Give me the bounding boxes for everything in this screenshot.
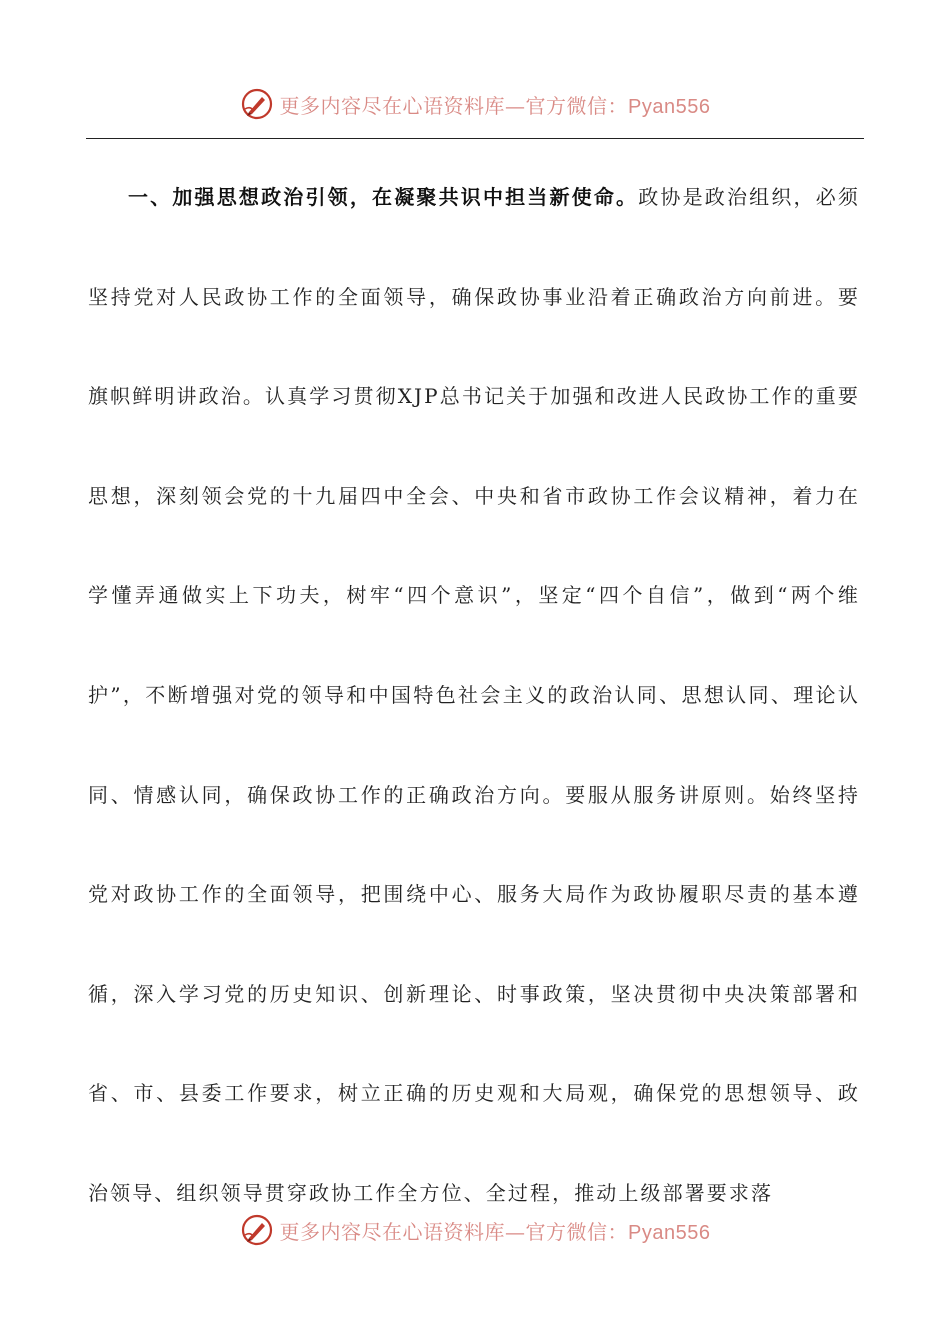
banner-text: 更多内容尽在心语资料库—官方微信： xyxy=(279,93,629,118)
header-divider xyxy=(86,138,864,139)
article-paragraph xyxy=(88,148,860,1244)
footer-watermark-banner xyxy=(0,1210,950,1250)
wechat-id: Pyan556 xyxy=(628,1221,711,1244)
paragraph-body: 政协是政治组织，必须坚持党对人民政协工作的全面领导，确保政协事业沿着正确政治方向前进。要旗帜鲜明讲政治。认真学习贯彻XJP总书记关于加强和改进人民政协工作的重要思想，深刻领会党的十九届四中全会、中央和省市政协工作会议精神，着力在学懂弄通做实上下功夫，树牢“四个意识”，坚定“四个自信”，做到“两个维护”，不断增强对党的领导和中国特色社会主义的政治认同、思想认同、理论认同、情感认同，确保政协工作的正确政治方向。要服从服务讲原则。始终坚持党对政协工作的全面领导，把围绕中心、服务大局作为政协履职尽责的基本遵循，深入学习党的历史知识、创新理论、时事政策，坚决贯彻中央决策部署和省、市、县委工作要求，树立正确的历史观和大局观，确保党的思想领导、政治领导、组织领导贯穿政协工作全方位、全过程，推动上级部署要求落 xyxy=(88,185,860,1205)
wechat-id: Pyan556 xyxy=(628,95,711,118)
header-watermark-banner xyxy=(0,84,950,124)
banner-text: 更多内容尽在心语资料库—官方微信： xyxy=(279,1219,629,1244)
section-heading: 一、加强思想政治引领，在凝聚共识中担当新使命。 xyxy=(128,185,639,209)
pen-logo-icon xyxy=(240,1213,274,1247)
pen-logo-icon xyxy=(240,87,274,121)
